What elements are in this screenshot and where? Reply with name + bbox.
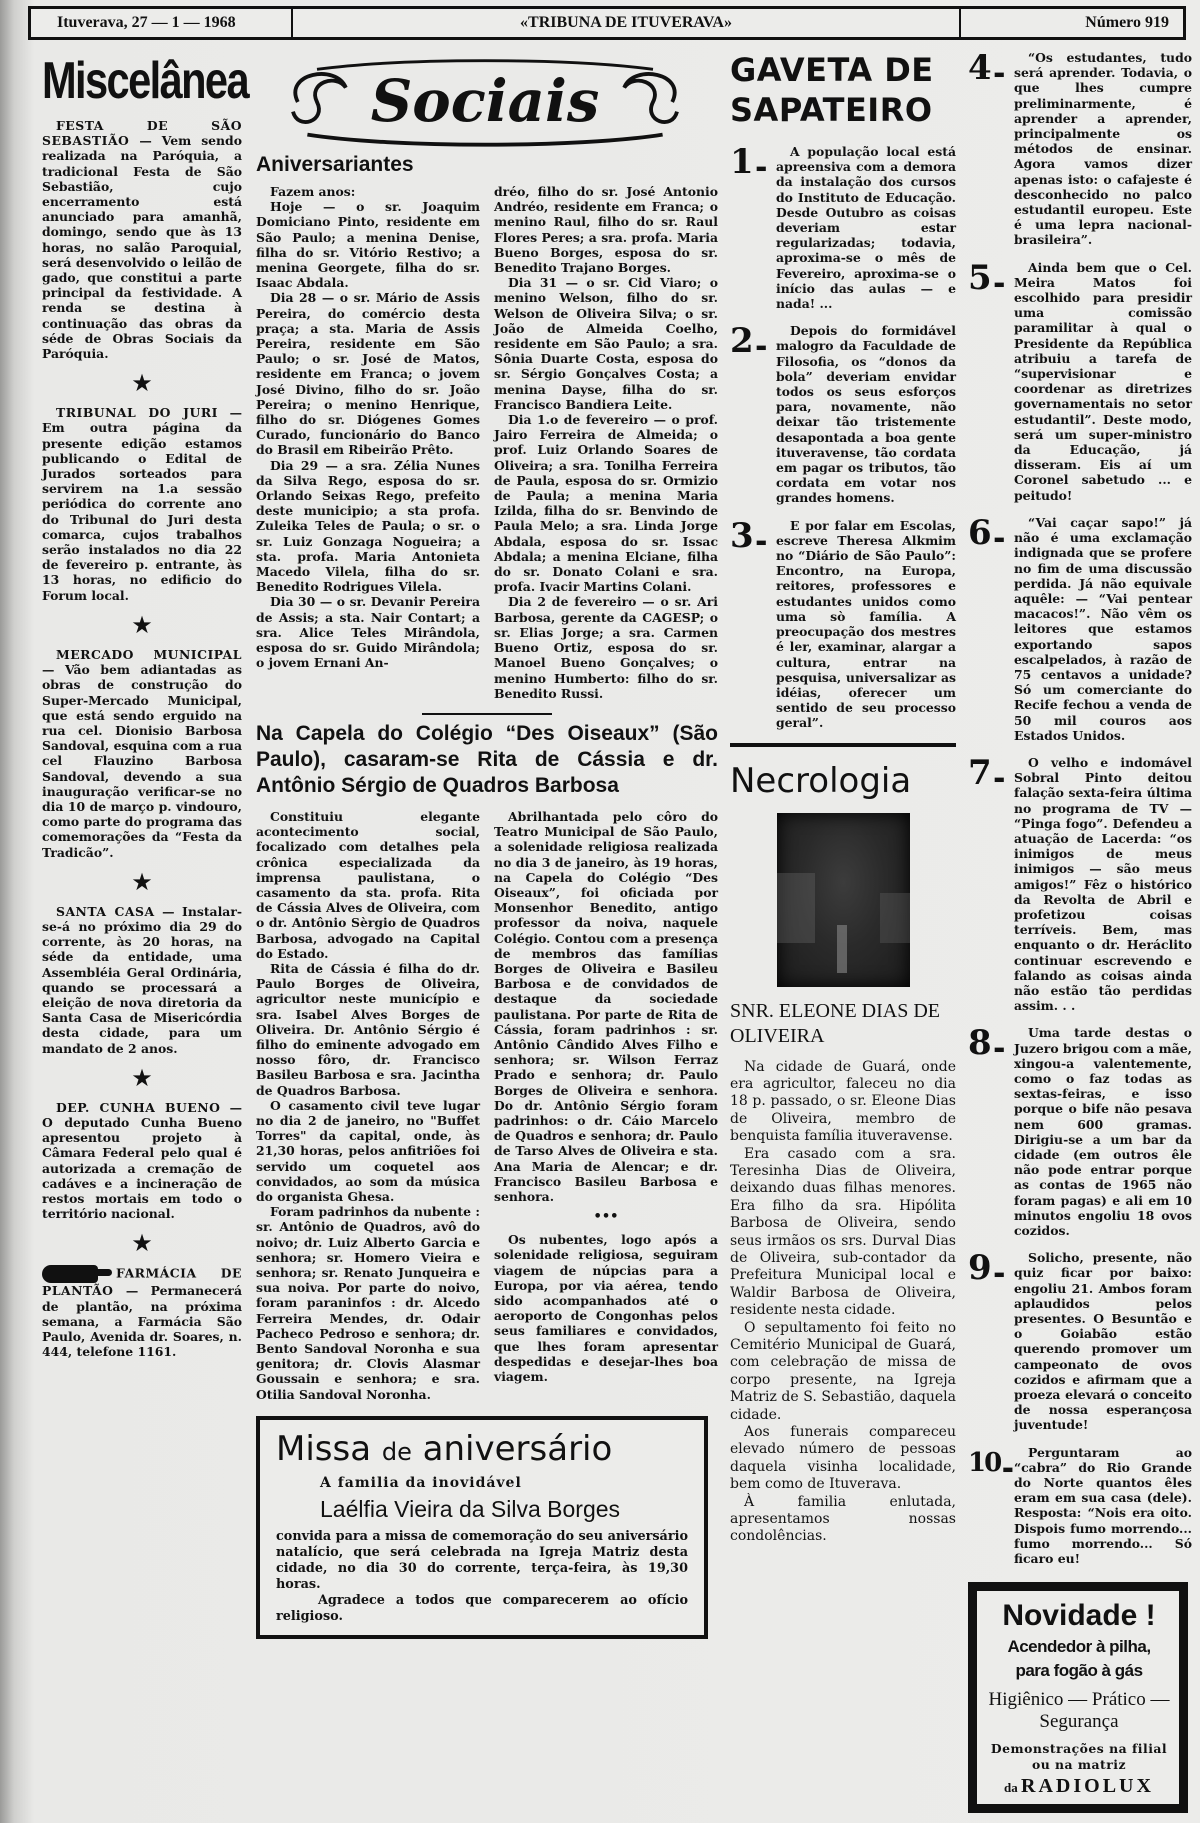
misc-kicker: FESTA DE SÃO SEBASTIÃO	[42, 118, 242, 149]
gaveta-item-text: “Os estudantes, tudo será aprender. Todavia, o que lhes cumpre preliminarmente, é aprender a aprender, principalmente os métodos de ensinar. Agora vamos dizer apenas isto: o cafajeste é desconhecido no palco estudantil europeu. Este é uma lepra nacional-brasileira”.	[1014, 50, 1192, 248]
misc-item-festa	[42, 118, 242, 361]
item-number: 1	[730, 142, 754, 182]
misc-text: — O deputado Cunha Bueno apresentou projeto à Câmara Federal pelo qual é autorizada a cremação de cadáves e a incineração de restos mortais em todo o território nacional.	[42, 1099, 242, 1222]
gaveta-item-text: Solicho, presente, não quiz ficar por baixo: engoliu 21. Ambos foram aplaudidos pelos presentes. O Besuntão e o Goiabão estão querendo promover um campeonato de ovos cozidos e afirmam que a proeza elevará o conceito de nossa esperançosa juventude!	[1014, 1250, 1192, 1433]
ad-features: Higiênico — Prático — Segurança	[988, 1689, 1170, 1733]
aniversariantes-paragraph: Dia 29 — a sra. Zélia Nunes da Silva Rego, esposa do sr. Orlando Seixas Rego, prefeito deste municipio; a sta profa. Zuleika Teles de Paula; o sr. o sr. Luiz Gonzaga Nogueira; a sta. profa. Maria Antonieta Macedo Vilela, filha do sr. Benedito Rodrigues Vilela.	[256, 457, 480, 595]
missa-title	[276, 1428, 688, 1473]
misc-kicker: DEP. CUNHA BUENO	[56, 1099, 221, 1115]
misc-text: — Em outra página da presente edição estamos publicando o Edital de Jurados sorteados para servirem na 1.a sessão periódica do corrente ano do Tribunal do Juri desta comarca, cujos trabalhos serão instalados no dia 22 de fevereiro p. entrante, às 13 horas, no edificio do Forum local.	[42, 405, 242, 603]
aniversariantes-paragraph: Dia 31 — o sr. Cid Viaro; o menino Welson, filho do sr. Welson de Oliveira Silva; o sr. João de Almeida Coelho, residente em São Paulo; a sra. Sônia Duarte Costa, esposa do sr. Sérgio Gonçalves Costa; a menina Dayse, filha do sr. Francisco Bandiera Leite.	[494, 275, 718, 412]
aniversariantes-paragraph: Dia 1.o de fevereiro — o prof. Jairo Ferreira de Almeida; o prof. Luiz Orlando Soares de Oliveira; a sra. Tonilha Ferreira de Paula, esposa do sr. Ormizio de Paula; a menina Maria Izilda, filha do sr. Benvindo de Paula Melo; a sra. Linda Jorge Abdala, esposa do sr. Issac Abdala; a menina Elciane, filha do sr. Donato Colani e sra. profa. Ivacir Martins Colani.	[494, 412, 718, 595]
sociais-column	[256, 50, 718, 1639]
gaveta-item	[730, 323, 956, 505]
gaveta-item-text: “Vai caçar sapo!” já não é uma exclamação indignada que se profere no fim de uma discussão perdida. Já não equivale aquêle: — “Vai pentear macacos!”. Não vêm os leitores que estamos exportando sapos escalpelados, à razão de 75 centavos a unidade? Só um comerciante do Recife fechou a venda de 50 mil couros aos Estados Unidos.	[1014, 514, 1192, 743]
aniversariantes-paragraph: Hoje — o sr. Joaquim Domiciano Pinto, residente em São Paulo; a menina Denise, filha do sr. Vitório Restivo; a menina Georgete, filha do sr. Isaac Abdala.	[256, 199, 480, 291]
novidade-advertisement	[968, 1582, 1188, 1813]
item-number: 7	[968, 752, 992, 793]
missa-title-word: Missa	[276, 1428, 372, 1469]
gaveta-col-2	[968, 50, 1192, 1566]
miscelanea-column	[42, 50, 248, 1360]
gaveta-item-text: Ainda bem que o Cel. Meira Matos foi escolhido para presidir uma comissão paramilitar à qual o Presidente da República atribuiu a tarefa de “supervisionar e coordenar as diretrizes governamentais no setor estudantil”. Deste modo, será um super-ministro da Educação, já disseram. Eis aí um Coronel sabetudo ... e peitudo!	[1014, 259, 1192, 503]
misc-kicker: SANTA CASA	[56, 903, 155, 919]
gaveta-item	[968, 1250, 1192, 1432]
star-icon: ★	[131, 867, 153, 896]
gaveta-item-text: Depois do formidável malogro da Faculdade de Filosofia, os “donos da bola” deveriam envidar todos os seus esforços para, novamente, não deixar tão tristemente desapontada a boa gente ituveravense, tão cordata em pagar os tributos, tão cordata em votar nos grandes homens.	[776, 323, 956, 506]
wedding-col-2	[494, 809, 718, 1384]
misc-item-cunha-bueno	[42, 1100, 242, 1222]
misc-text: — Instalar-se-á no próximo dia 29 do corrente, às 20 horas, na séde da entidade, uma Assembléia Geral Ordinária, quando se processará a eleição de nova diretoria da Santa Casa de Misericórdia desta cidade, para um mandato de 2 anos.	[42, 903, 242, 1056]
item-number: 3	[730, 515, 754, 556]
separator-dots: •••	[593, 1209, 619, 1225]
ad-brand	[985, 1775, 1173, 1798]
wedding-closing: Os nubentes, logo após a solenidade religiosa, seguiram viagem de núpcias para a Europa, por via aérea, tendo sido acompanhados até o aeroporto de Congonhas pelos seus familiares e convidados, que lhes foram apresentar despedidas e desejar-lhes boa viagem.	[494, 1232, 718, 1385]
dash-icon: ▬	[755, 340, 768, 355]
aniversariantes-body	[256, 184, 718, 701]
star-icon: ★	[131, 1229, 153, 1258]
ad-title: Novidade !	[1002, 1599, 1156, 1633]
masthead-issue-number: Número 919	[1085, 14, 1169, 31]
miscelanea-title: Miscelânea	[42, 52, 248, 110]
misc-item-tribunal	[42, 405, 242, 603]
missa-title-word: de	[381, 1437, 412, 1466]
misc-item-santa-casa	[42, 904, 242, 1056]
wedding-headline: Na Capela do Colégio “Des Oiseaux” (São Paulo), casaram-se Rita de Cássia e dr. Antônio Sérgio de Quadros Barbosa	[256, 721, 718, 797]
dash-icon: ▬	[993, 67, 1006, 81]
misc-text: — Permanecerá de plantão, na próxima semana, a Farmácia São Paulo, Avenida dr. Soares, n. 444, telefone 1161.	[42, 1283, 242, 1360]
item-number: 6	[968, 512, 992, 553]
missa-honoree-name: Laélfia Vieira da Silva Borges	[320, 1495, 621, 1522]
portrait-photo	[777, 813, 910, 987]
gaveta-title-line: GAVETA DE	[730, 51, 934, 89]
ad-brand-name: RADIOLUX	[1021, 1775, 1154, 1798]
necrologia-paragraph: Na cidade de Guará, onde era agricultor, faleceu no dia 18 p. passado, o sr. Eleone Dias de Oliveira, membro de benquista família ituveravense.	[730, 1058, 956, 1145]
necrologia-paragraph: O sepultamento foi feito no Cemitério Municipal de Guará, com celebração de missa de corpo presente, na Igreja Matriz de S. Sebastião, daquela cidade.	[730, 1319, 956, 1423]
star-icon: ★	[131, 369, 153, 398]
item-number: 5	[968, 257, 992, 298]
sociais-logo	[270, 54, 700, 150]
item-number: 9	[968, 1248, 992, 1289]
ad-brand-prefix: da	[1004, 1780, 1018, 1796]
gaveta-item	[968, 512, 1192, 743]
gaveta-item	[730, 515, 956, 731]
missa-announcement-box	[256, 1416, 708, 1639]
gaveta-item	[968, 50, 1192, 248]
ad-product-line: Acendedor à pilha,	[1007, 1637, 1151, 1657]
sociais-logo-text: Sociais	[370, 67, 600, 136]
gaveta-title-line: SAPATEIRO	[730, 91, 933, 129]
necrologia-paragraph: Aos funerais compareceu elevado número de pessoas daquela visinha localidade, bem como de Ituverava.	[730, 1424, 956, 1493]
dash-icon: ▬	[1002, 1461, 1014, 1476]
item-number: 10	[968, 1447, 1001, 1478]
missa-body	[276, 1529, 688, 1625]
gaveta-item-text: E por falar em Escolas, escreve Theresa Alkmim no “Diário de São Paulo”: Encontro, na Europa, reitores, professores e estudantes unidos como uma sò família. A preocupação dos mestres é ler, examinar, alargar a cultura, entrar na pesquisa, universalizar as idéias, oferecer um sentido de seu processo geral”.	[776, 517, 956, 731]
item-number: 8	[968, 1023, 992, 1064]
aniversariantes-intro: Fazem anos:	[270, 184, 356, 199]
missa-invitation: convida para a missa de comemoração do seu aniversário natalício, que será celebrada na Igreja Matriz desta cidade, no dia 30 do corrente, terça-feira, às 19,30 horas.	[276, 1528, 688, 1592]
dash-icon: ▬	[993, 531, 1006, 546]
section-divider	[422, 713, 552, 715]
dash-icon: ▬	[993, 1042, 1006, 1057]
section-divider	[730, 743, 956, 747]
wedding-body	[256, 809, 718, 1402]
necrologia-title: Necrologia	[730, 760, 912, 801]
aniversariantes-title: Aniversariantes	[256, 153, 414, 176]
gaveta-item	[968, 1025, 1192, 1238]
gaveta-item-text: Perguntaram ao “cabra” do Rio Grande do Norte quantos êles eram em sua casa (dele). Resposta: “Nois era oito. Dispois fumo morrendo... fumo morrendo... Só ficaro eu!	[1014, 1444, 1192, 1567]
item-number: 2	[730, 321, 754, 362]
masthead-date: Ituverava, 27 — 1 — 1968	[31, 9, 293, 37]
gaveta-title	[730, 50, 956, 130]
gaveta-item-text: Uma tarde destas o Juzero brigou com a mãe, xingou-a valentemente, como o faz todas as sextas-feiras, e isso porque o bife não pesava nem 600 gramas. Dirigiu-se a um bar da cidade (em outros êle não pode entrar porque as contas de 1965 não foram pagas) e ali em 10 minutos engoliu 18 ovos cozidos.	[1014, 1025, 1192, 1239]
wedding-paragraph: Foram padrinhos da nubente : sr. Antônio de Quadros, avô do noivo; dr. Luiz Alberto Garcia e senhora; sr. Homero Vieira e senhora; sr. Renato Junqueira e sua noiva. Por parte do noivo, foram paraninfos : dr. Alcedo Ferreira Mendes, dr. Odair Pacheco Pedroso e senhora; dr. Bento Sandoval Noronha e sua genitora; dr. Clovis Alasmar Goussain e senhora; e sra. Otilia Sandoval Noronha.	[256, 1204, 480, 1402]
ad-product-line: para fogão à gás	[1015, 1661, 1143, 1681]
misc-kicker: MERCADO MUNICIPAL	[56, 646, 242, 662]
star-icon: ★	[131, 610, 153, 639]
misc-text: — Vão bem adiantadas as obras de construção do Super-Mercado Municipal, que está sendo erguido na rua cel. Dionisio Barbosa Sandoval, esquina com a rua cel Flauzino Barbosa Sandoval, devendo a sua inauguração verificar-se no dia 10 de março p. vindouro, como parte do programa das comemorações da “Festa da Tradicão”.	[42, 662, 242, 860]
gaveta-item-text: O velho e indomável Sobral Pinto deitou falação sexta-feira última no programa de TV — “Pinga fogo”. Defendeu a atuação de Lacerda: “os inimigos de meus inimigos — são meus amigos!” Fêz o histórico da Revolta de Abril e profetizou coisas terríveis. Bem, mas enquanto o dr. Heráclito continuar escrevendo e falando as coisas ainda não estão tão perdidas assim. . .	[1014, 754, 1192, 1014]
dash-icon: ▬	[755, 161, 768, 175]
dash-icon: ▬	[993, 276, 1006, 291]
missa-thanks: Agradece a todos que comparecerem ao ofício religioso.	[276, 1592, 688, 1624]
star-icon: ★	[131, 1063, 153, 1092]
wedding-paragraph: Constituiu elegante acontecimento social, focalizado com detalhes pela crônica especializada da imprensa paulistana, o casamento da sta. profa. Rita de Cássia Alves de Oliveira, com o dr. Antônio Sèrgio de Quadros Barbosa, advogado na Capital do Estado.	[256, 808, 480, 961]
wedding-paragraph: O casamento civil teve lugar no dia 2 de janeiro, no "Buffet Torres" da capital, onde, às 21,30 horas, pelos anfitriões foi servido um coquetel aos convidados, ao som da música do organista Ghesa.	[256, 1097, 480, 1204]
dash-icon: ▬	[993, 771, 1006, 786]
necrologia-name: SNR. ELEONE DIAS DE OLIVEIRA	[730, 999, 940, 1047]
aniversariantes-paragraph: Dia 2 de fevereiro — o sr. Ari Barbosa, gerente da CAGESP; o sr. Elias Jorge; a sra. Carmen Bueno Ortiz, esposa do sr. Manoel Bueno Gonçalves; o menino Humberto: filho do sr. Benedito Russi.	[494, 594, 718, 701]
wedding-paragraph: Abrilhantada pelo côro do Teatro Municipal de São Paulo, a solenidade religiosa realizada no dia 3 de janeiro, às 19 horas, na Capela do Colégio “Des Oiseaux”, foi oficiada por Monsenhor Benedito, antigo professor da noiva, naquele Colégio. Contou com a presença de membros das famílias Borges de Oliveira e Basileu Barbosa e de convidados de destaque da sociedade paulistana. Por parte de Rita de Cássia, foram padrinhos : sr. Antônio Cândido Alves Filho e senhora; sr. Wilson Ferraz Prado e senhora; dr. Paulo Borges de Oliveira e senhora. Do dr. Antônio Sérgio foram padrinhos: o dr. Cáio Marcelo de Quadros e senhora; dr. Paulo de Tarso Alves de Oliveira e sta. Ana Maria de Alencar; e dr. Francisco Basileu Barbosa e senhora.	[494, 808, 718, 1204]
gaveta-item	[968, 752, 1192, 1014]
gaveta-necrologia-column	[730, 50, 956, 1546]
gaveta-novidade-column	[968, 50, 1192, 1813]
pointing-hand-icon	[42, 1265, 98, 1283]
misc-kicker: TRIBUNAL DO JURI	[56, 405, 218, 421]
aniversariantes-paragraph: dréo, filho do sr. José Antonio Andréo, residente em Franca; o menino Raul, filho do sr. Raul Flores Peres; a sra. profa. Maria Bueno Borges, esposa do sr. Benedito Trajano Borges.	[494, 184, 718, 276]
wedding-col-1	[256, 809, 480, 1402]
ad-demo-text: Demonstrações na filial ou na matriz	[990, 1741, 1168, 1773]
necrologia-paragraph: À familia enlutada, apresentamos nossas condolências.	[730, 1493, 956, 1545]
gaveta-item	[730, 144, 956, 311]
aniversariantes-col-1	[256, 184, 480, 671]
gaveta-item-text: A população local está apreensiva com a demora da instalação dos cursos do Instituto de Educação. Desde Outubro as coisas deveriam estar regularizadas; todavia, aproxima-se o mês de Fevereiro, aproxima-se o início das aulas — e nada! ...	[776, 144, 956, 312]
aniversariantes-paragraph: Dia 28 — o sr. Mário de Assis Pereira, do comércio desta praça; a sta. Maria de Assis Pereira, residente em São Paulo; o sr. José de Matos, residente em Franca; o jovem José Divino, filho do sr. João Pereira; o menino Henrique, filho do sr. Diógenes Gomes Curado, funcionário do Banco do Brasil em Ribeirão Prêto.	[256, 290, 480, 458]
aniversariantes-paragraph: Dia 30 — o sr. Devanir Pereira de Assis; a sta. Nair Contart; a sra. Alice Teles Mirândola, esposa do sr. Guido Mirândola; o jovem Ernani An-	[256, 594, 480, 671]
dash-icon: ▬	[755, 534, 768, 549]
misc-kicker: FARMÁCIA DE PLANTÃO	[42, 1265, 242, 1299]
misc-item-mercado	[42, 647, 242, 860]
necrologia-paragraph: Era casado com a sra. Teresinha Dias de Oliveira, deixando duas filhas menores. Era filho da sra. Hipólita Barbosa de Oliveira, sendo seus irmãos os srs. Durval Dias de Oliveira, sub-contador da Prefeitura Municipal local e Waldir Barbosa de Oliveira, residente nesta cidade.	[730, 1145, 956, 1319]
masthead-newspaper-name: «TRIBUNA DE ITUVERAVA»	[293, 9, 961, 37]
missa-title-word: aniversário	[422, 1428, 613, 1469]
masthead	[28, 6, 1186, 40]
misc-item-farmacia	[42, 1265, 242, 1359]
gaveta-item	[968, 1445, 1192, 1567]
wedding-paragraph: Rita de Cássia é filha do dr. Paulo Borges de Oliveira, agricultor neste município e sra. Isabel Alves Borges de Oliveira. Dr. Antônio Sérgio é filho do eminente advogado em nosso fôro, dr. Francisco Basileu Barbosa e sra. Jacintha de Quadros Barbosa.	[256, 960, 480, 1098]
aniversariantes-col-2	[494, 184, 718, 701]
item-number: 4	[968, 48, 992, 88]
gaveta-item	[968, 257, 1192, 503]
misc-text: — Vem sendo realizada na Paróquia, a tradicional Festa de São Sebastião, cujo encerramento está anunciado para amanhã, domingo, sendo que às 13 horas, no salão Paroquial, será desenvolvido o leilão de gado, que constitui a parte principal da festividade. A renda se destina à continuação das obras da séde de Obras Sociais da Paróquia.	[42, 133, 242, 362]
necrologia-text	[730, 1059, 956, 1546]
page-columns	[0, 50, 1200, 1813]
gaveta-col-1	[730, 144, 956, 731]
missa-subtitle: A familia da inovidável	[320, 1474, 522, 1491]
dash-icon: ▬	[993, 1267, 1006, 1282]
